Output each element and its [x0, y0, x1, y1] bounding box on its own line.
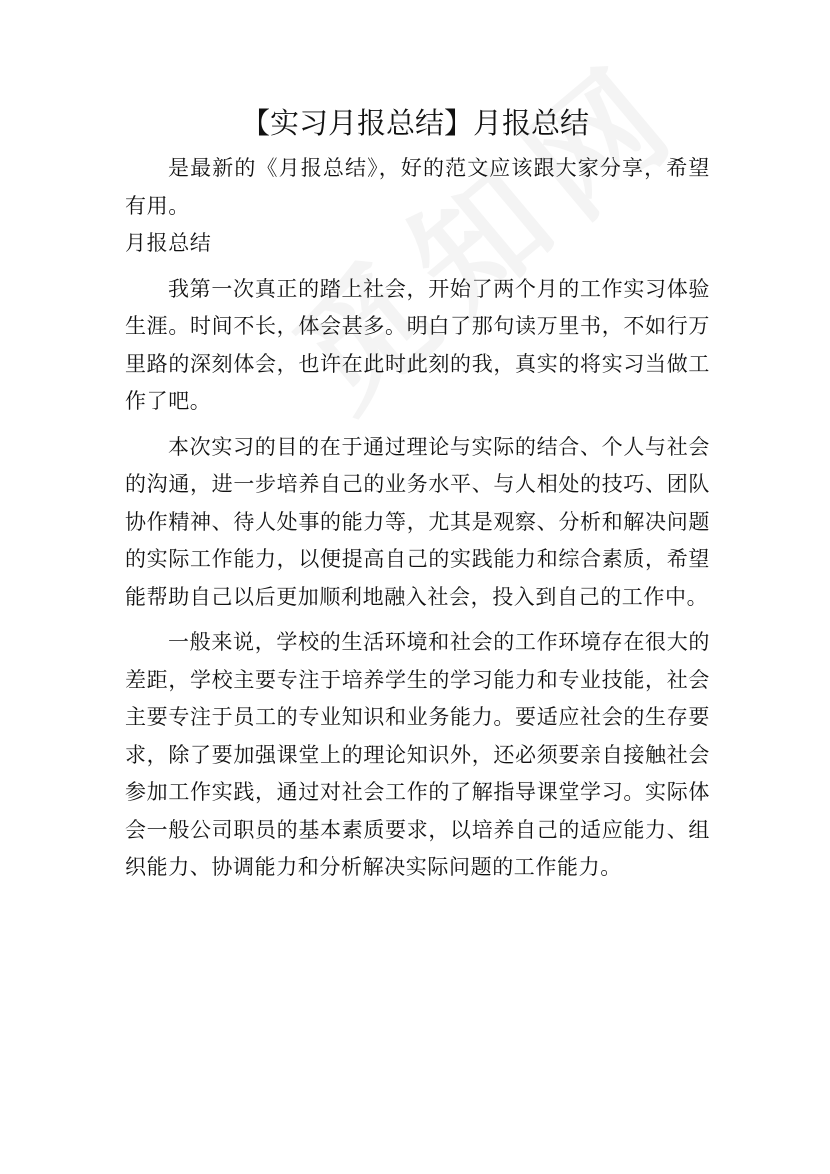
section-subheading: 月报总结 — [125, 231, 212, 255]
page-title: 【实习月报总结】月报总结 — [240, 106, 589, 140]
intro-paragraph: 是最新的《月报总结》，好的范文应该跟大家分享，希望有用。 — [125, 156, 710, 218]
body-paragraph-3: 一般来说，学校的生活环境和社会的工作环境存在很大的差距，学校主要专注于培养学生的学习能力和专业技能，社会主要专注于员工的专业知识和业务能力。要适应社会的生存要求，除了要加强课堂上的理论知识外，还必须要亲自接触社会参加工作实践，通过对社会工作的了解指导课堂学习。实际体会一般公司职员的基本素质要求，以培养自己的适应能力、组织能力、协调能力和分析解决实际问题的工作能力。 — [125, 630, 710, 879]
body-paragraph-1: 我第一次真正的踏上社会，开始了两个月的工作实习体验生涯。时间不长，体会甚多。明白了那句读万里书，不如行万里路的深刻体会，也许在此时此刻的我，真实的将实习当做工作了吧。 — [125, 276, 710, 413]
document-body — [125, 150, 710, 887]
body-paragraph-2: 本次实习的目的在于通过理论与实际的结合、个人与社会的沟通，进一步培养自己的业务水平、与人相处的技巧、团队协作精神、待人处事的能力等，尤其是观察、分析和解决问题的实际工作能力，以便提高自己的实践能力和综合素质，希望能帮助自己以后更加顺利地融入社会，投入到自己的工作中。 — [125, 434, 710, 609]
